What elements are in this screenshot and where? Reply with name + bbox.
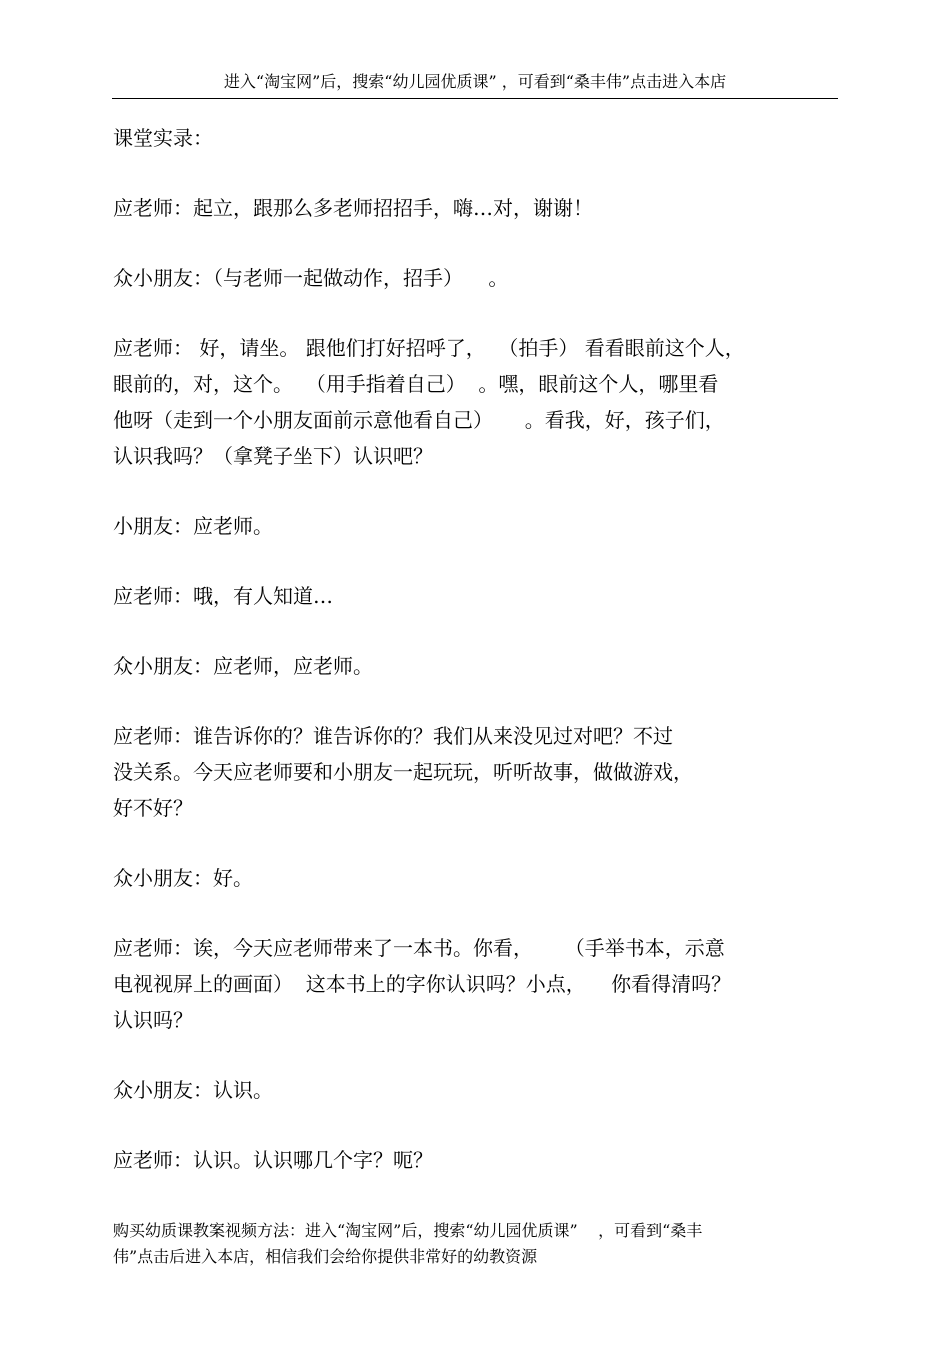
dialogue-paragraph <box>113 648 825 684</box>
dialogue-line: 应老师：认识。认识哪几个字？呃？ <box>113 1148 433 1172</box>
dialogue-line: 认识吗？ <box>113 1008 193 1032</box>
dialogue-paragraph <box>113 860 825 896</box>
dialogue-line: 应老师：诶，今天应老师带来了一本书。你看， （手举书本，示意 <box>113 936 725 960</box>
dialogue-line: 应老师：谁告诉你的？谁告诉你的？我们从来没见过对吧？不过 <box>113 724 673 748</box>
dialogue-line: 他呀（走到一个小朋友面前示意他看自己） 。看我，好，孩子们， <box>113 408 725 432</box>
header-text: 进入“淘宝网”后，搜索“幼儿园优质课” ，可看到“桑丰伟”点击进入本店 <box>223 72 727 91</box>
dialogue-line: 众小朋友：应老师，应老师。 <box>113 654 373 678</box>
dialogue-paragraph <box>113 330 825 474</box>
dialogue-line: 电视视屏上的画面） 这本书上的字你认识吗？小点， 你看得清吗？ <box>113 972 732 996</box>
footer-line: 购买幼质课教案视频方法：进入“淘宝网”后，搜索“幼儿园优质课” ，可看到“桑丰 <box>113 1221 703 1240</box>
section-title: 课堂实录： <box>113 126 213 150</box>
page-footer <box>113 1218 825 1270</box>
dialogue-line: 众小朋友：认识。 <box>113 1078 273 1102</box>
dialogue-line: 好不好？ <box>113 796 193 820</box>
dialogue-line: 应老师：起立，跟那么多老师招招手，嗨…对，谢谢！ <box>113 196 593 220</box>
transcript <box>113 190 825 1178</box>
dialogue-paragraph <box>113 1072 825 1108</box>
document-body <box>113 120 825 1212</box>
dialogue-line: 众小朋友：（与老师一起做动作，招手） 。 <box>113 266 509 290</box>
dialogue-line: 众小朋友：好。 <box>113 866 253 890</box>
dialogue-line: 没关系。今天应老师要和小朋友一起玩玩，听听故事，做做游戏， <box>113 760 693 784</box>
dialogue-line: 应老师： 好，请坐。 跟他们打好招呼了， （拍手） 看看眼前这个人， <box>113 336 745 360</box>
page-header <box>112 72 838 99</box>
dialogue-line: 眼前的，对，这个。 （用手指着自己） 。嘿，眼前这个人，哪里看 <box>113 372 719 396</box>
dialogue-line: 小朋友：应老师。 <box>113 514 273 538</box>
dialogue-paragraph <box>113 260 825 296</box>
dialogue-line: 认识我吗？（拿凳子坐下）认识吧？ <box>113 444 433 468</box>
dialogue-line: 应老师：哦，有人知道… <box>113 584 333 608</box>
dialogue-paragraph <box>113 190 825 226</box>
dialogue-paragraph <box>113 1142 825 1178</box>
dialogue-paragraph <box>113 718 825 826</box>
dialogue-paragraph <box>113 508 825 544</box>
footer-line: 伟”点击后进入本店，相信我们会给你提供非常好的幼教资源 <box>113 1247 538 1266</box>
dialogue-paragraph <box>113 578 825 614</box>
dialogue-paragraph <box>113 930 825 1038</box>
